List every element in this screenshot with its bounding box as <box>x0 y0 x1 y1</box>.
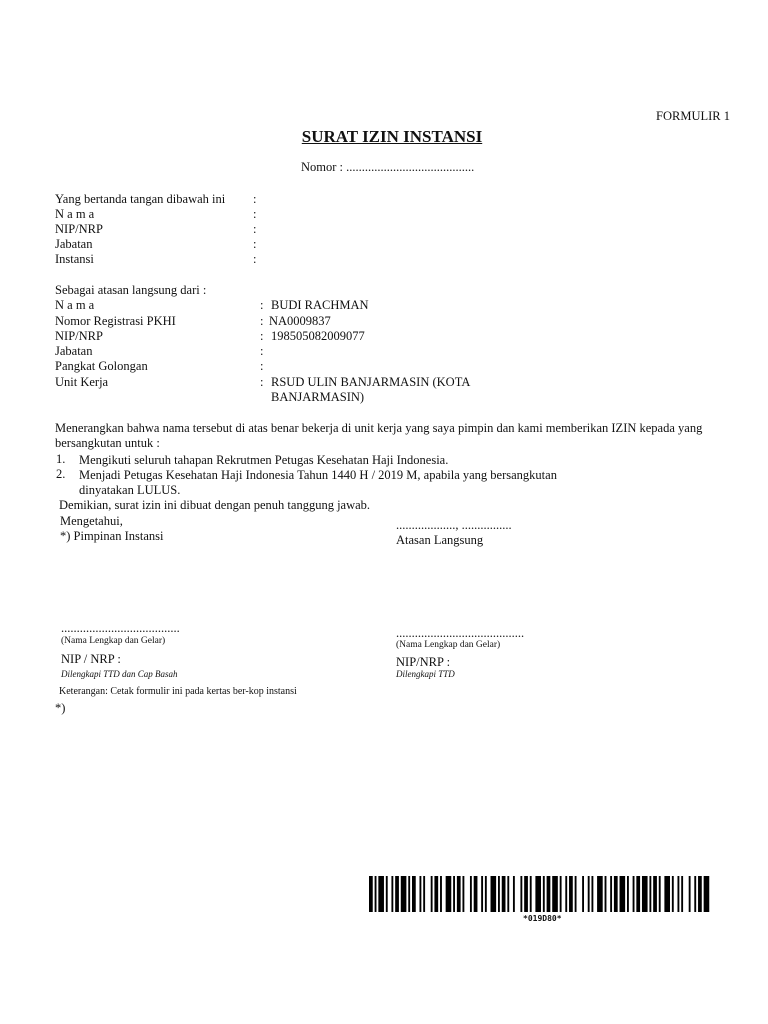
colon: : <box>260 298 264 312</box>
subject-unit-value: RSUD ULIN BANJARMASIN (KOTA <box>271 375 471 389</box>
subject-nip-value: 198505082009077 <box>271 329 365 343</box>
barcode-bar <box>605 876 607 912</box>
barcode-bar <box>694 876 696 912</box>
left-sign-dots: ...................................... <box>61 621 180 635</box>
right-nip-label: NIP/NRP : <box>396 655 451 669</box>
barcode-bar <box>462 876 464 912</box>
barcode-bar <box>649 876 651 912</box>
barcode-bar <box>470 876 472 912</box>
subject-name-label: N a m a <box>55 298 95 312</box>
barcode-bar <box>543 876 545 912</box>
barcode-bar <box>591 876 593 912</box>
barcode-bar <box>597 876 603 912</box>
barcode-bar <box>474 876 478 912</box>
barcode-bar <box>681 876 683 912</box>
footnote-asterisk: *) <box>55 701 66 715</box>
statement-line-2: bersangkutan untuk : <box>55 436 160 450</box>
list-item-text: Mengikuti seluruh tahapan Rekrutmen Petugas Kesehatan Haji Indonesia. <box>79 453 449 467</box>
left-nip-label: NIP / NRP : <box>61 652 121 666</box>
list-item-text-cont: dinyatakan LULUS. <box>79 483 181 497</box>
barcode-bar <box>627 876 629 912</box>
barcode-bar <box>431 876 433 912</box>
subject-registration-label: Nomor Registrasi PKHI <box>55 314 176 328</box>
list-item-number: 1. <box>56 452 66 466</box>
barcode-bar <box>419 876 421 912</box>
barcode-bar <box>530 876 532 912</box>
colon: : <box>253 237 257 251</box>
barcode-bar <box>689 876 691 912</box>
signer-instansi-label: Instansi <box>55 252 94 266</box>
barcode-bar <box>677 876 679 912</box>
right-sign-dots: ......................................... <box>396 626 525 640</box>
subject-name-value: BUDI RACHMAN <box>271 298 369 312</box>
barcode-bar <box>491 876 497 912</box>
barcode-bar <box>664 876 670 912</box>
right-name-caption: (Nama Lengkap dan Gelar) <box>396 640 501 650</box>
signer-name-label: N a m a <box>55 207 95 221</box>
form-label: FORMULIR 1 <box>656 109 730 123</box>
barcode-bar <box>375 876 377 912</box>
barcode-bar <box>507 876 509 912</box>
barcode-bar <box>378 876 384 912</box>
barcode-bar <box>498 876 500 912</box>
left-name-caption: (Nama Lengkap dan Gelar) <box>61 636 166 646</box>
barcode-bar <box>620 876 626 912</box>
right-sign-note: Dilengkapi TTD <box>396 669 455 679</box>
barcode-bar <box>552 876 558 912</box>
right-sign-role: Atasan Langsung <box>396 533 484 547</box>
barcode-bar <box>698 876 702 912</box>
barcode-bar <box>453 876 455 912</box>
barcode-bar <box>412 876 416 912</box>
document-title: SURAT IZIN INSTANSI <box>301 127 483 146</box>
signer-jabatan-label: Jabatan <box>55 237 93 251</box>
barcode-bar <box>502 876 506 912</box>
left-sign-note: Dilengkapi TTD dan Cap Basah <box>61 669 178 679</box>
right-sign-place-date: ..................., ................ <box>396 518 512 532</box>
subject-intro: Sebagai atasan langsung dari : <box>55 283 207 297</box>
barcode-bar <box>524 876 528 912</box>
signer-nip-label: NIP/NRP <box>55 222 103 236</box>
document-number: Nomor : ......................................... <box>301 160 475 174</box>
barcode-bar <box>547 876 551 912</box>
subject-nip-label: NIP/NRP <box>55 329 103 343</box>
barcode-bar <box>569 876 573 912</box>
barcode-bar <box>434 876 438 912</box>
list-item-number: 2. <box>56 467 66 481</box>
colon: : <box>253 252 257 266</box>
barcode-bar <box>610 876 612 912</box>
subject-unit-value-cont: BANJARMASIN) <box>271 390 365 404</box>
barcode-bar <box>401 876 407 912</box>
barcode-bar <box>535 876 541 912</box>
barcode-bar <box>457 876 461 912</box>
colon: : <box>253 207 257 221</box>
left-sign-heading: Mengetahui, <box>60 514 123 528</box>
barcode-bar <box>513 876 515 912</box>
signer-intro: Yang bertanda tangan dibawah ini <box>55 192 226 206</box>
barcode-bar <box>588 876 590 912</box>
keterangan-note: Keterangan: Cetak formulir ini pada kertas ber-kop instansi <box>59 686 297 697</box>
colon: : <box>253 192 257 206</box>
closing-statement: Demikian, surat izin ini dibuat dengan penuh tanggung jawab. <box>59 498 371 512</box>
colon: : <box>260 329 264 343</box>
barcode-text: *019D80* <box>523 914 562 923</box>
barcode-bar <box>485 876 487 912</box>
subject-registration-value: NA0009837 <box>269 314 331 328</box>
barcode-bar <box>633 876 635 912</box>
statement-line-1: Menerangkan bahwa nama tersebut di atas benar bekerja di unit kerja yang saya pimpin dan kami memberikan IZIN kepada yang <box>55 421 703 435</box>
barcode-bar <box>481 876 483 912</box>
list-item-text: Menjadi Petugas Kesehatan Haji Indonesia Tahun 1440 H / 2019 M, apabila yang bersangkutan <box>79 468 557 482</box>
barcode-bar <box>386 876 388 912</box>
barcode-bar <box>636 876 640 912</box>
colon: : <box>253 222 257 236</box>
barcode-bar <box>653 876 657 912</box>
colon: : <box>260 344 264 358</box>
barcode-bar <box>659 876 661 912</box>
subject-jabatan-label: Jabatan <box>55 344 93 358</box>
colon: : <box>260 359 264 373</box>
barcode-bar <box>614 876 618 912</box>
colon: : <box>260 375 264 389</box>
barcode-bar <box>520 876 522 912</box>
barcode-bar <box>369 876 373 912</box>
barcode-bar <box>565 876 567 912</box>
barcode-bar <box>446 876 452 912</box>
barcode-bar <box>395 876 399 912</box>
subject-unit-label: Unit Kerja <box>55 375 109 389</box>
barcode-bar <box>391 876 393 912</box>
colon: : <box>260 314 264 328</box>
barcode-bar <box>672 876 674 912</box>
barcode-bar <box>575 876 577 912</box>
barcode-bar <box>704 876 710 912</box>
barcode-bar <box>440 876 442 912</box>
barcode-bar <box>642 876 648 912</box>
barcode-bar <box>408 876 410 912</box>
subject-pangkat-label: Pangkat Golongan <box>55 359 148 373</box>
barcode-bar <box>582 876 584 912</box>
barcode-bar <box>423 876 425 912</box>
barcode-image <box>369 876 713 912</box>
left-sign-role: *) Pimpinan Instansi <box>60 529 164 543</box>
barcode-bar <box>560 876 562 912</box>
